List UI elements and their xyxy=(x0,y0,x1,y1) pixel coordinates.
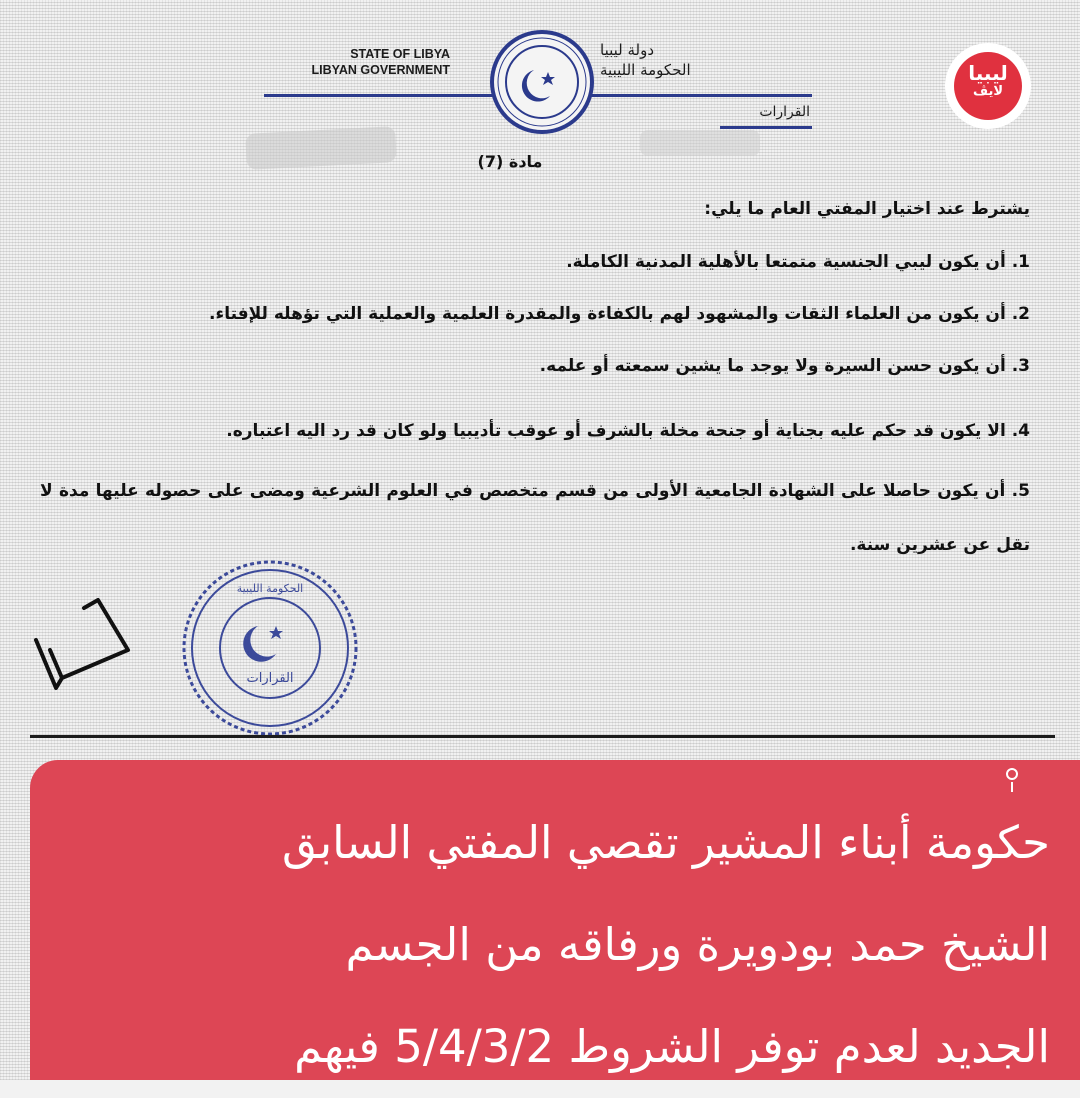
header-libyan-government: LIBYAN GOVERNMENT xyxy=(311,63,450,77)
headline-line-1: حكومة أبناء المشير تقصي المفتي السابق xyxy=(282,816,1050,869)
brand-name-line1: ليبيا xyxy=(968,61,1008,85)
banner-dot-stem xyxy=(1011,782,1013,792)
stamp-label: القرارات xyxy=(246,671,294,686)
stamp-ring-text: الحكومة الليبية xyxy=(236,582,304,595)
header-state-of-libya: STATE OF LIBYA xyxy=(350,47,450,61)
conditions-intro: يشترط عند اختيار المفتي العام ما يلي: xyxy=(704,199,1030,219)
scan-smudge xyxy=(640,130,760,156)
condition-item-1: 1. أن يكون ليبي الجنسية متمتعا بالأهلية المدنية الكاملة. xyxy=(566,252,1030,272)
official-stamp-icon xyxy=(180,558,360,738)
header-ar-government: الحكومة الليبية xyxy=(600,61,691,79)
document-bottom-rule xyxy=(30,735,1055,738)
header-arabic xyxy=(600,40,790,80)
condition-item-3: 3. أن يكون حسن السيرة ولا يوجد ما يشين سمعته أو علمه. xyxy=(539,356,1030,376)
brand-name-line2: لايڤ xyxy=(972,84,1004,99)
brand-logo xyxy=(948,46,1028,126)
section-label: القرارات xyxy=(759,104,810,120)
banner-dot-icon xyxy=(1006,768,1018,780)
condition-item-4: 4. الا يكون قد حكم عليه بجناية أو جنحة مخلة بالشرف أو عوقب تأديبيا ولو كان قد رد اليه اعتباره. xyxy=(226,421,1030,441)
header-english xyxy=(272,46,450,78)
article-title: مادة (7) xyxy=(477,152,543,171)
headline-line-2: الشيخ حمد بودويرة ورفاقه من الجسم xyxy=(345,918,1050,971)
brand-logo-mark xyxy=(954,52,1022,120)
headline xyxy=(60,792,1050,1098)
headline-line-3: الجديد لعدم توفر الشروط 5/4/3/2 فيهم xyxy=(294,1020,1050,1073)
section-underline xyxy=(720,126,812,129)
header-ar-state: دولة ليبيا xyxy=(600,41,655,59)
signature-icon xyxy=(28,590,138,700)
condition-item-5: 5. أن يكون حاصلا على الشهادة الجامعية الأولى من قسم متخصص في العلوم الشرعية ومضى على حصوله عليها مدة لا تقل عن عشرين سنة. xyxy=(40,481,1030,555)
document-body xyxy=(40,196,1030,578)
government-emblem-icon xyxy=(490,30,594,134)
header-rule-left xyxy=(264,94,498,97)
condition-item-2: 2. أن يكون من العلماء الثقات والمشهود لهم بالكفاءة والمقدرة العلمية والعملية التي تؤهله للإفتاء. xyxy=(209,304,1030,324)
header-rule-right xyxy=(586,94,812,97)
